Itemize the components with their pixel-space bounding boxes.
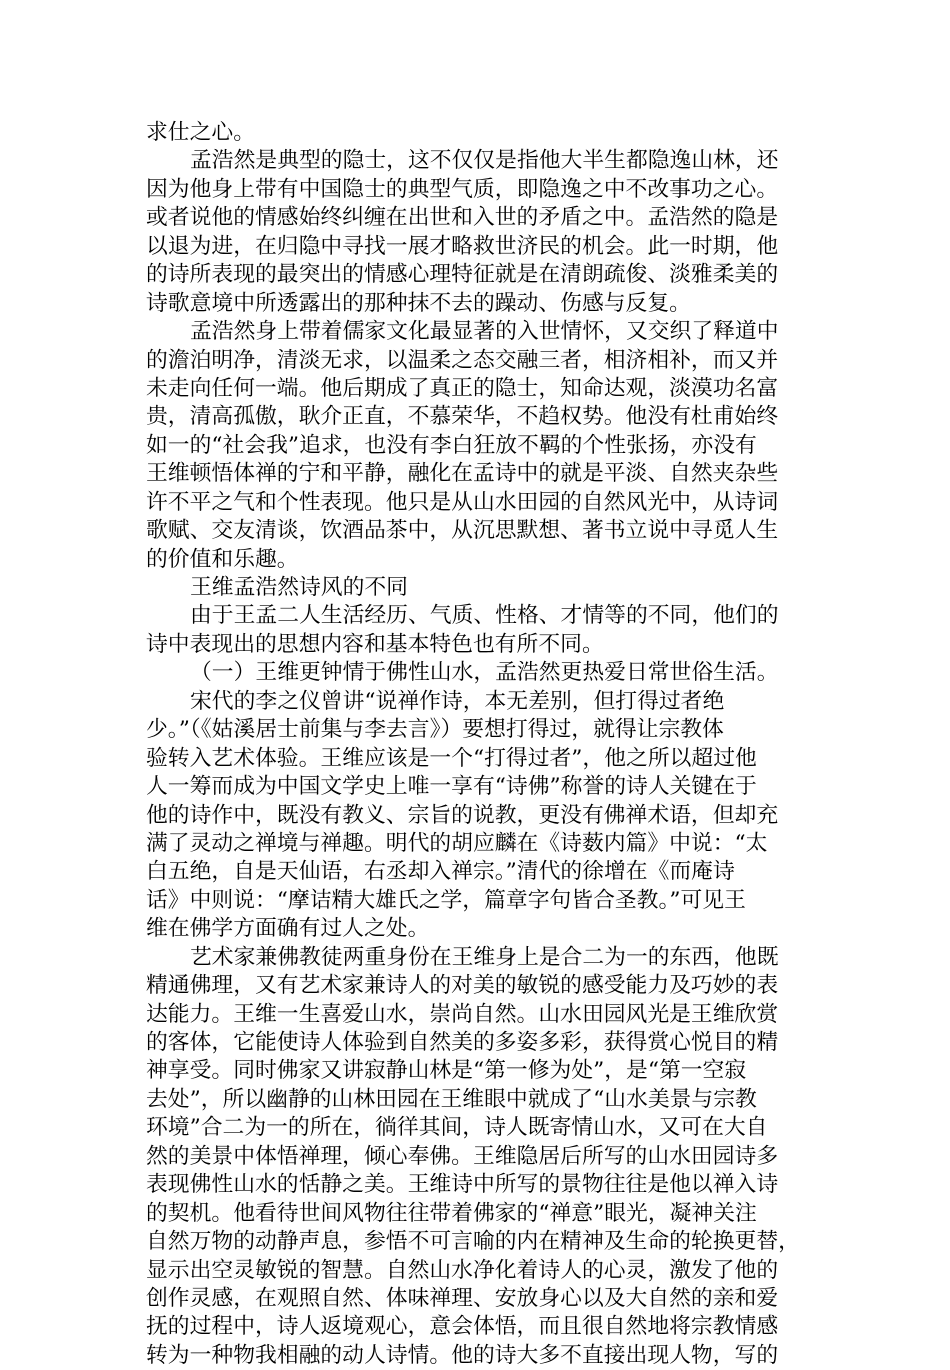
text-line: 他的诗作中，既没有教义、宗旨的说教，更没有佛禅术语，但却充	[146, 802, 779, 828]
text-line: 的澹泊明净，清淡无求，以温柔之态交融三者，相济相补，而又并	[146, 347, 779, 373]
text-line: 孟浩然身上带着儒家文化最显著的入世情怀，又交织了释道中	[190, 319, 779, 345]
text-line: 由于王孟二人生活经历、气质、性格、才情等的不同，他们的	[190, 603, 779, 629]
text-line: 许不平之气和个性表现。他只是从山水田园的自然风光中，从诗词	[146, 489, 779, 515]
text-line: 达能力。王维一生喜爱山水，崇尚自然。山水田园风光是王维欣赏	[146, 1001, 779, 1027]
text-line: 求仕之心。	[146, 120, 255, 145]
text-line: 因为他身上带有中国隐士的典型气质，即隐逸之中不改事功之心。	[146, 176, 779, 202]
text-line: 验转入艺术体验。王维应该是一个“打得过者”，他之所以超过他	[146, 745, 757, 771]
text-line: 王维顿悟体禅的宁和平静，融化在孟诗中的就是平淡、自然夹杂些	[146, 461, 779, 487]
text-line: 王维孟浩然诗风的不同	[190, 575, 408, 600]
text-line: 表现佛性山水的恬静之美。王维诗中所写的景物往往是他以禅入诗	[146, 1172, 779, 1198]
text-line: 未走向任何一端。他后期成了真正的隐士，知命达观，淡漠功名富	[146, 375, 779, 401]
text-line: 然的美景中体悟禅理，倾心奉佛。王维隐居后所写的山水田园诗多	[146, 1143, 779, 1169]
document-body-text	[146, 119, 806, 1370]
text-line: 以退为进，在归隐中寻找一展才略救世济民的机会。此一时期，他	[146, 233, 779, 259]
text-line: 诗歌意境中所透露出的那种抹不去的躁动、伤感与反复。	[146, 290, 691, 316]
text-line: 环境”合二为一的所在，徜徉其间，诗人既寄情山水，又可在大自	[146, 1115, 768, 1141]
text-line: 或者说他的情感始终纠缠在出世和入世的矛盾之中。孟浩然的隐是	[146, 205, 779, 231]
text-line: 的价值和乐趣。	[146, 546, 299, 572]
text-line: 孟浩然是典型的隐士，这不仅仅是指他大半生都隐逸山林，还	[190, 148, 779, 174]
text-line: 精通佛理，又有艺术家兼诗人的对美的敏锐的感受能力及巧妙的表	[146, 973, 779, 999]
text-line: 神享受。同时佛家又讲寂静山林是“第一修为处”，是“第一空寂	[146, 1058, 747, 1084]
text-line: 的客体，它能使诗人体验到自然美的多姿多彩，获得赏心悦目的精	[146, 1030, 779, 1055]
text-line: （一）王维更钟情于佛性山水，孟浩然更热爱日常世俗生活。	[190, 660, 779, 686]
text-line: 满了灵动之禅境与禅趣。明代的胡应麟在《诗薮内篇》中说：“太	[146, 830, 768, 856]
text-line: 的诗所表现的最突出的情感心理特征就是在清朗疏俊、淡雅柔美的	[146, 262, 779, 288]
text-line: 去处”，所以幽静的山林田园在王维眼中就成了“山水美景与宗教	[146, 1086, 757, 1112]
text-line: 抚的过程中，诗人返境观心，意会体悟，而且很自然地将宗教情感	[146, 1314, 779, 1340]
text-line: 转为一种物我相融的动人诗情。他的诗大多不直接出现人物，写的	[146, 1342, 779, 1368]
text-line: 创作灵感，在观照自然、体味禅理、安放身心以及大自然的亲和爱	[146, 1285, 779, 1311]
text-line: 话》中则说：“摩诘精大雄氏之学，篇章字句皆合圣教。”可见王	[146, 887, 746, 913]
text-line: 少。”（《姑溪居士前集与李去言》）要想打得过，就得让宗教体	[146, 717, 724, 743]
text-line: 艺术家兼佛教徒两重身份在王维身上是合二为一的东西，他既	[190, 944, 779, 970]
text-line: 自然万物的动静声息，参悟不可言喻的内在精神及生命的轮换更替，	[146, 1229, 800, 1255]
text-line: 的契机。他看待世间风物往往带着佛家的“禅意”眼光，凝神关注	[146, 1200, 757, 1226]
text-line: 白五绝，自是天仙语，右丞却入禅宗。”清代的徐增在《而庵诗	[146, 859, 735, 885]
text-line: 诗中表现出的思想内容和基本特色也有所不同。	[146, 631, 604, 657]
text-line: 人一筹而成为中国文学史上唯一享有“诗佛”称誉的诗人关键在于	[146, 774, 757, 800]
text-line: 维在佛学方面确有过人之处。	[146, 916, 430, 942]
text-line: 显示出空灵敏锐的智慧。自然山水净化着诗人的心灵，激发了他的	[146, 1257, 779, 1283]
text-line: 如一的“社会我”追求，也没有李白狂放不羁的个性张扬，亦没有	[146, 432, 757, 458]
text-line: 贵，清高孤傲，耿介正直，不慕荣华，不趋权势。他没有杜甫始终	[146, 404, 779, 430]
text-line: 歌赋、交友清谈，饮酒品茶中，从沉思默想、著书立说中寻觅人生	[146, 518, 779, 544]
text-line: 宋代的李之仪曾讲“说禅作诗，本无差别，但打得过者绝	[190, 688, 725, 714]
